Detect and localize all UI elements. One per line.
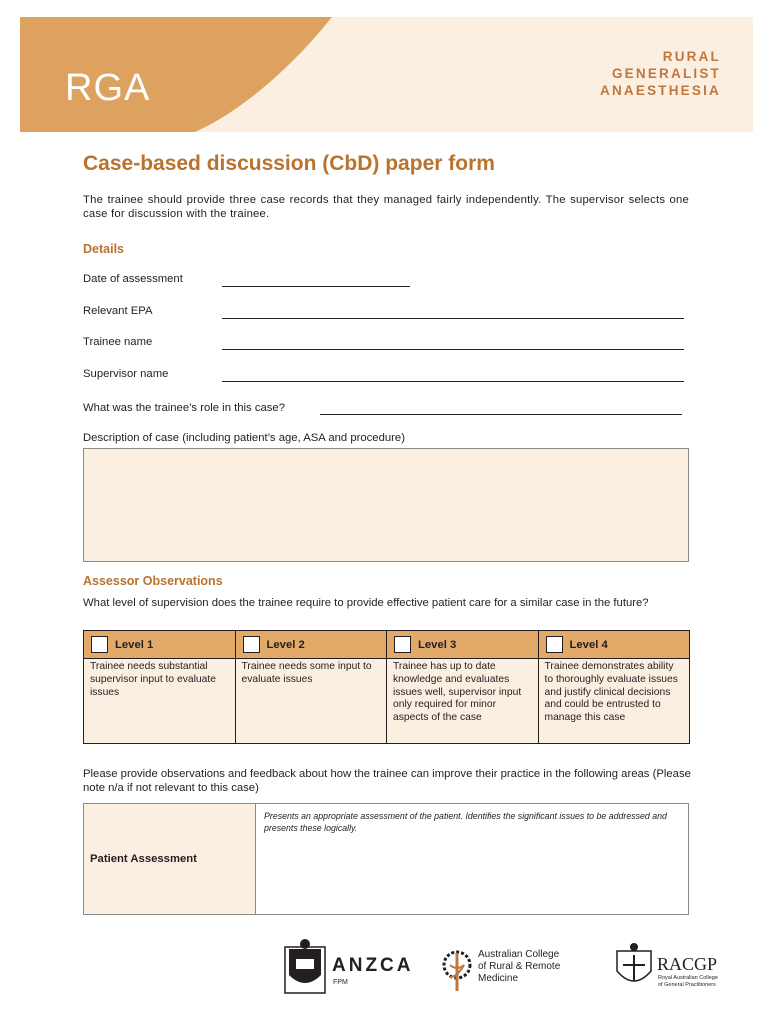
feedback-prompt: Please provide observations and feedback about how the trainee can improve their practice in the following areas (Please note n/a if not relevant to this case) bbox=[83, 768, 691, 794]
role-field[interactable] bbox=[320, 414, 682, 415]
supervisor-name-field[interactable] bbox=[222, 381, 684, 382]
level-1-header bbox=[84, 631, 236, 659]
brand-line: ANAESTHESIA bbox=[600, 83, 721, 98]
level-4-checkbox[interactable] bbox=[546, 636, 563, 653]
supervision-question: What level of supervision does the trainee require to provide effective patient care for a similar case in the future? bbox=[83, 597, 649, 609]
level-3-header bbox=[387, 631, 539, 659]
patient-assessment-hint: Presents an appropriate assessment of the patient. Identifies the significant issues to be addressed and presents these logically. bbox=[264, 811, 667, 833]
level-3-checkbox[interactable] bbox=[394, 636, 411, 653]
header-banner bbox=[20, 17, 753, 132]
racgp-line: Royal Australian College bbox=[658, 975, 718, 981]
racgp-line: of General Practitioners bbox=[658, 982, 716, 988]
anzca-wordmark: ANZCA bbox=[332, 955, 414, 976]
date-label: Date of assessment bbox=[83, 273, 183, 285]
level-1-checkbox[interactable] bbox=[91, 636, 108, 653]
level-title: Level 4 bbox=[569, 639, 608, 651]
intro-text: The trainee should provide three case records that they managed fairly independently. The supervisor selects one case for discussion with the trainee. bbox=[83, 194, 689, 220]
level-2-checkbox[interactable] bbox=[243, 636, 260, 653]
level-description: Trainee needs substantial supervisor input to evaluate issues bbox=[84, 659, 236, 744]
level-title: Level 1 bbox=[115, 639, 154, 651]
level-title: Level 2 bbox=[266, 639, 305, 651]
anzca-crest-icon bbox=[285, 939, 325, 993]
epa-field[interactable] bbox=[222, 318, 684, 319]
racgp-crest-icon bbox=[617, 943, 651, 981]
level-description: Trainee demonstrates ability to thoroughly evaluate issues and justify clinical decisions and could be entrusted to manage this case bbox=[538, 659, 690, 744]
epa-label: Relevant EPA bbox=[83, 305, 153, 317]
brand-line: GENERALIST bbox=[611, 66, 721, 81]
acrrm-line: Australian College bbox=[478, 949, 560, 960]
case-description-box[interactable] bbox=[83, 448, 689, 562]
footer-logos bbox=[0, 935, 770, 1005]
date-field[interactable] bbox=[222, 286, 410, 287]
level-2-header bbox=[235, 631, 387, 659]
anzca-sub: FPM bbox=[333, 979, 348, 986]
supervisor-label: Supervisor name bbox=[83, 368, 169, 380]
feedback-table bbox=[83, 803, 689, 915]
role-label: What was the trainee’s role in this case? bbox=[83, 402, 285, 414]
level-description: Trainee has up to date knowledge and evaluates issues well, supervisor input only required for minor aspects of the case bbox=[387, 659, 539, 744]
acrrm-line: of Rural & Remote bbox=[478, 961, 561, 972]
acrrm-line: Medicine bbox=[478, 973, 519, 984]
description-label: Description of case (including patient’s age, ASA and procedure) bbox=[83, 432, 405, 444]
trainee-name-field[interactable] bbox=[222, 349, 684, 350]
brand-line: RURAL bbox=[662, 49, 721, 64]
patient-assessment-field[interactable] bbox=[256, 804, 689, 915]
level-4-header bbox=[538, 631, 690, 659]
brand-title bbox=[600, 48, 721, 99]
patient-assessment-label: Patient Assessment bbox=[84, 804, 256, 915]
level-title: Level 3 bbox=[418, 639, 457, 651]
level-description: Trainee needs some input to evaluate issues bbox=[235, 659, 387, 744]
observations-heading: Assessor Observations bbox=[83, 574, 223, 588]
racgp-wordmark: RACGP bbox=[657, 954, 718, 974]
page-title: Case-based discussion (CbD) paper form bbox=[83, 152, 495, 175]
rga-logo: RGA bbox=[65, 67, 151, 109]
acrrm-emblem-icon bbox=[444, 952, 470, 991]
supervision-levels-table bbox=[83, 630, 690, 744]
trainee-label: Trainee name bbox=[83, 336, 153, 348]
details-heading: Details bbox=[83, 242, 124, 256]
